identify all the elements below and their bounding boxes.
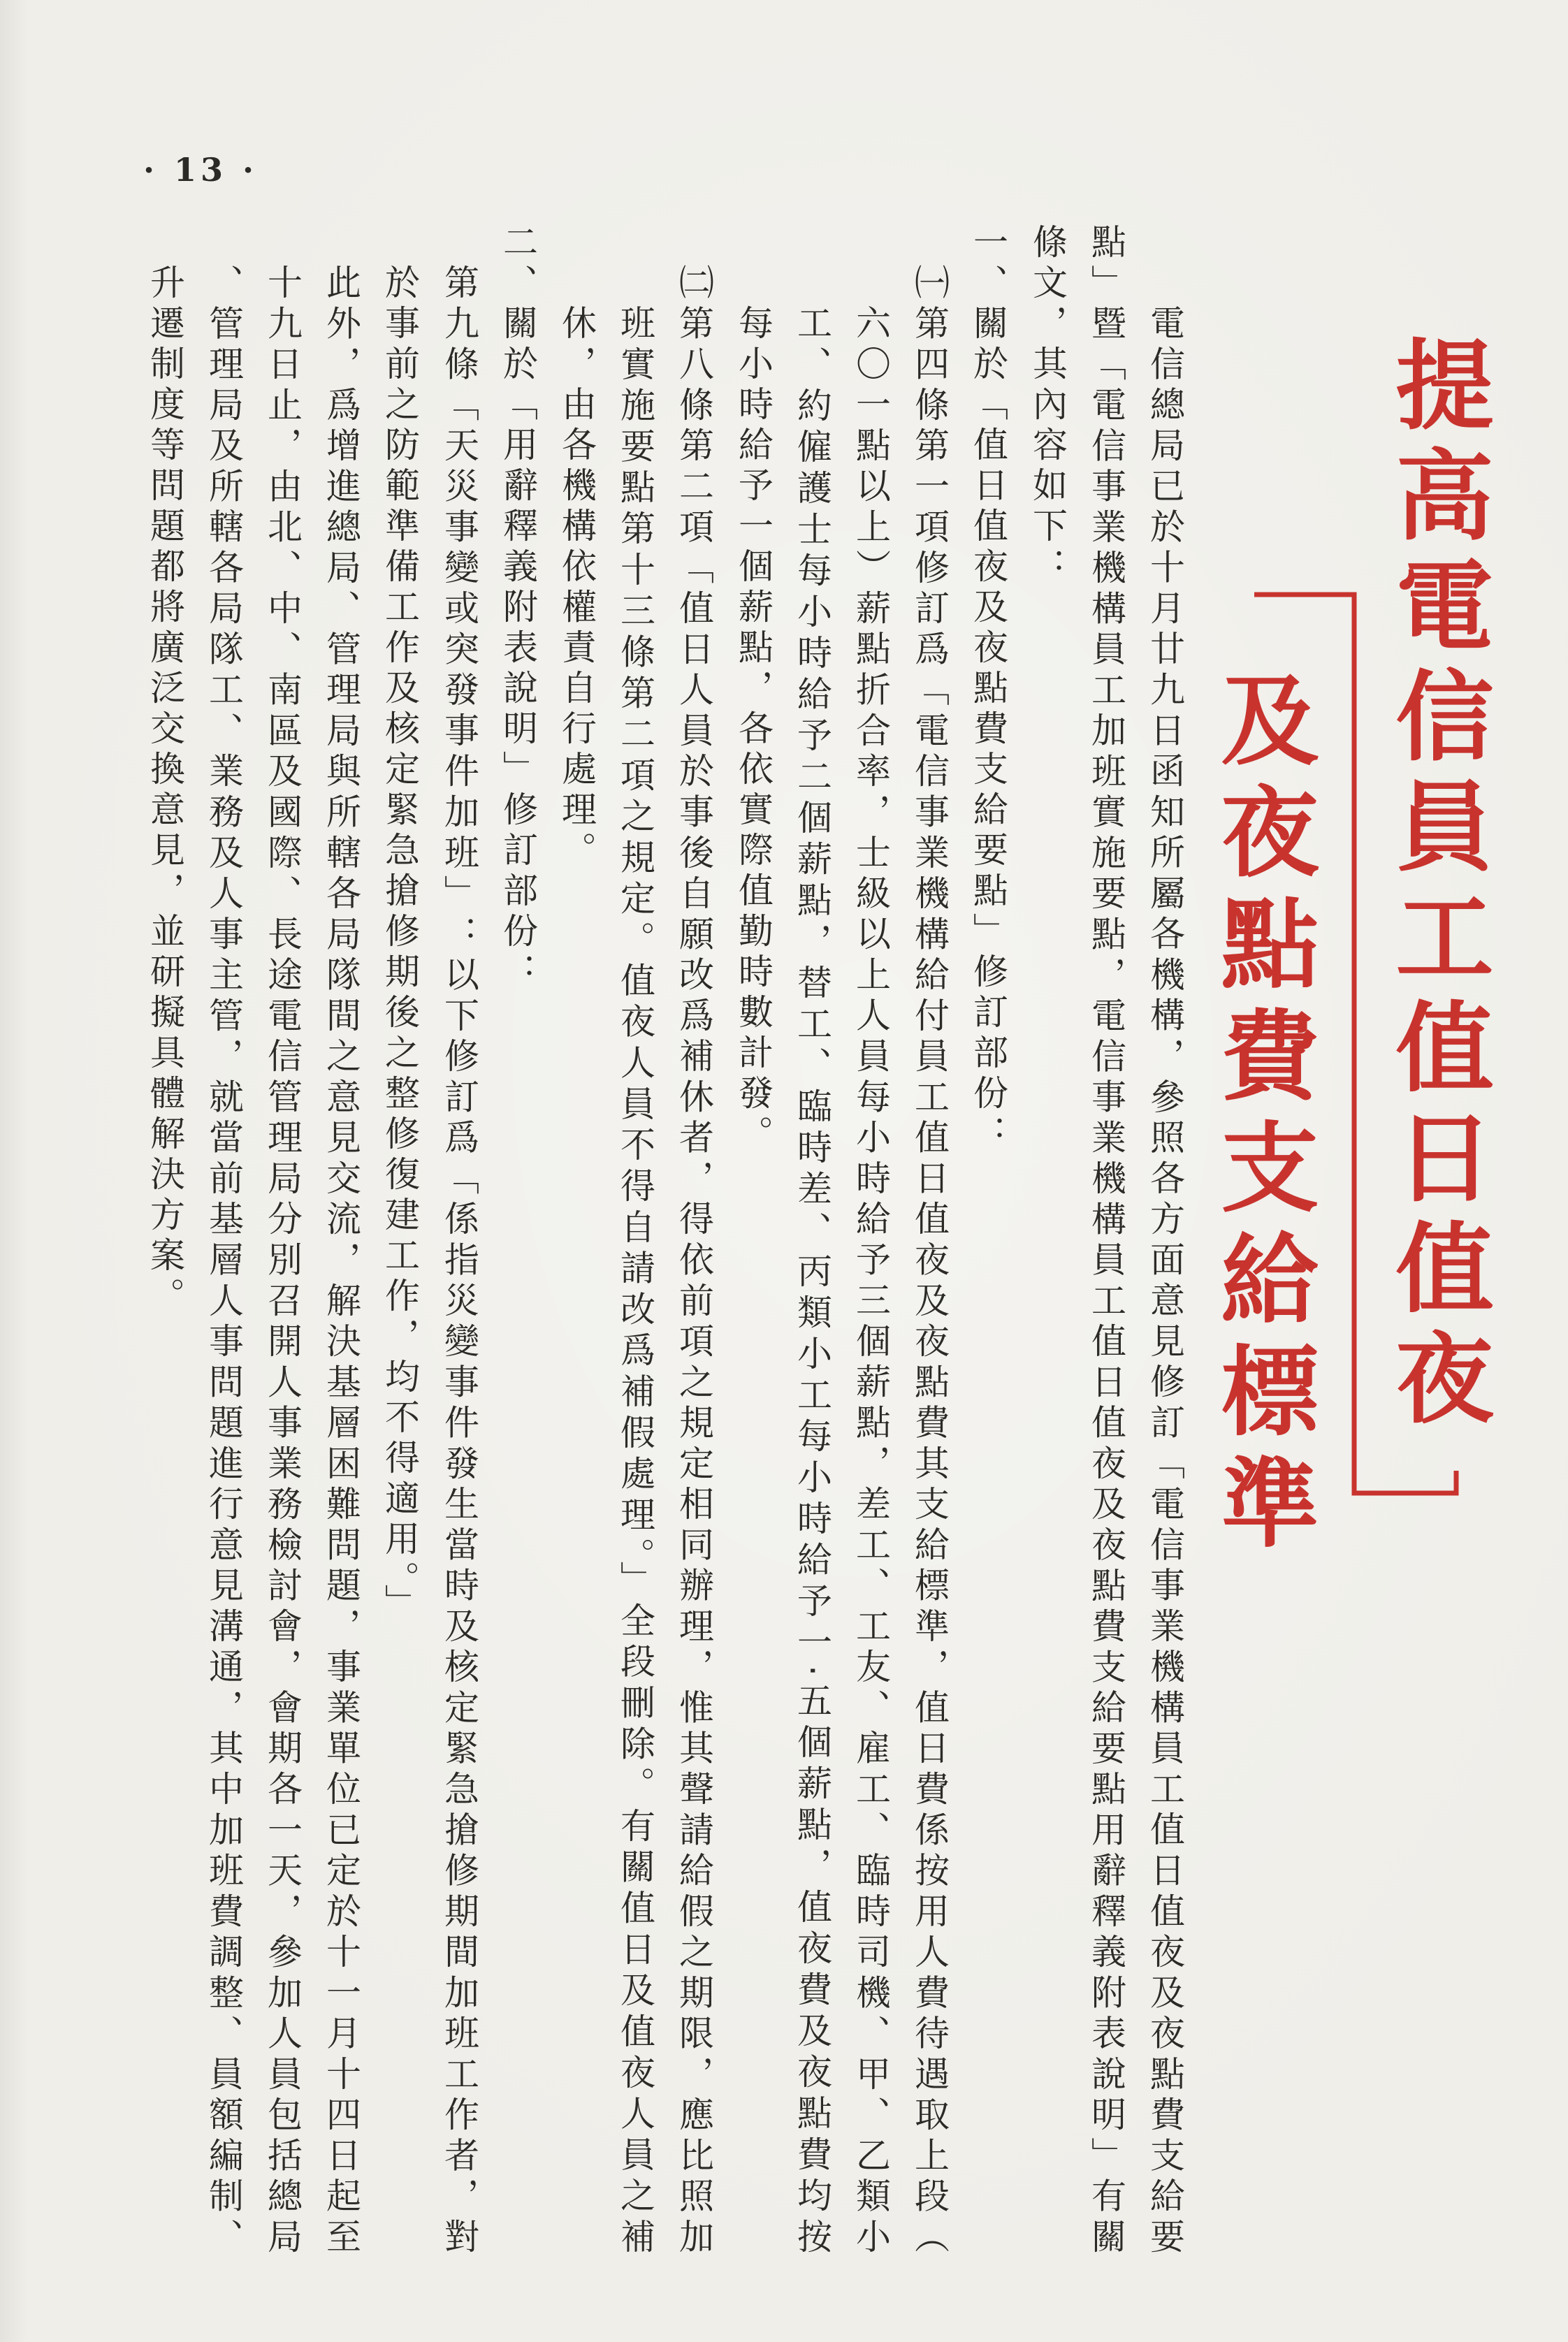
section-1-heading: 一、關於「值日值夜及夜點費支給要點」修訂部份： — [968, 224, 1008, 1156]
intro-column: 條文，其內容如下： — [1027, 224, 1068, 588]
title-line-1: 提高電信員工值日值夜 — [1379, 334, 1494, 1438]
section-1-item-1-column: 六〇一點以上）薪點折合率，士級以上人員每小時給予三個薪點，差工、工友、雇工、臨時司機、甲、乙類小 — [850, 305, 891, 2253]
intro-column: 電信總局已於十月廿九日函知所屬各機構，參照各方面意見修訂「電信事業機構員工值日值夜及夜點費支給要 — [1145, 305, 1185, 2253]
section-1-item-2-column: ㈡第八條第二項「值日人員於事後自願改爲補休者，得依前項之規定相同辦理，惟其聲請給假之期限，應比照加 — [674, 264, 714, 2253]
section-1-item-1-column: 每小時給予一個薪點，各依實際值勤時數計發。 — [733, 305, 774, 1156]
section-2-item-1-column: 於事前之防範準備工作及核定緊急搶修期後之整修復建工作，均不得適用。」 — [379, 264, 420, 1624]
closing-column: 、管理局及所轄各局隊工、業務及人事主管，就當前基層人事問題進行意見溝通，其中加班費調整、員額編制、 — [203, 264, 244, 2253]
closing-column: 十九日止，由北、中、南區及國際、長途電信管理局分別召開人事業務檢討會，會期各一天，參加人員包括總局 — [262, 264, 303, 2253]
page-number: · 13 · — [143, 151, 259, 189]
section-1-item-1-column: 工、約僱護士每小時給予二個薪點，替工、臨時差、丙類小工每小時給予一‧五個薪點，值夜費及夜點費均按 — [792, 305, 832, 2253]
closing-column: 升遷制度等問題都將廣泛交換意見，並研擬具體解決方案。 — [145, 264, 185, 1318]
section-1-item-1-column: ㈠第四條第一項修訂爲「電信事業機構給付員工值日值夜及夜點費其支給標準，值日費係按用人費待遇取上段（ — [909, 264, 950, 2253]
section-2-heading: 二、關於「用辭釋義附表說明」修訂部份： — [498, 224, 538, 994]
section-1-item-2-column: 班實施要點第十三條第二項之規定。值夜人員不得自請改爲補假處理。」全段刪除。有關值日及值夜人員之補 — [615, 305, 655, 2253]
section-2-item-1-column: 第九條「天災事變或突發事件加班」：以下修訂爲「係指災變事件發生當時及核定緊急搶修期間加班工作者，對 — [439, 264, 479, 2253]
section-1-item-2-column: 休，由各機構依權責自行處理。 — [556, 305, 597, 872]
title-line-2: 及夜點費支給標準 — [1205, 669, 1319, 1564]
intro-column: 點」暨「電信事業機構員工加班實施要點，電信事業機構員工值日值夜及夜點費支給要點用辭釋義附表說明」有關 — [1086, 224, 1126, 2253]
closing-column: 此外，爲增進總局、管理局與所轄各局隊間之意見交流，解決基層困難問題，事業單位已定於十一月十四日起至 — [321, 264, 361, 2253]
